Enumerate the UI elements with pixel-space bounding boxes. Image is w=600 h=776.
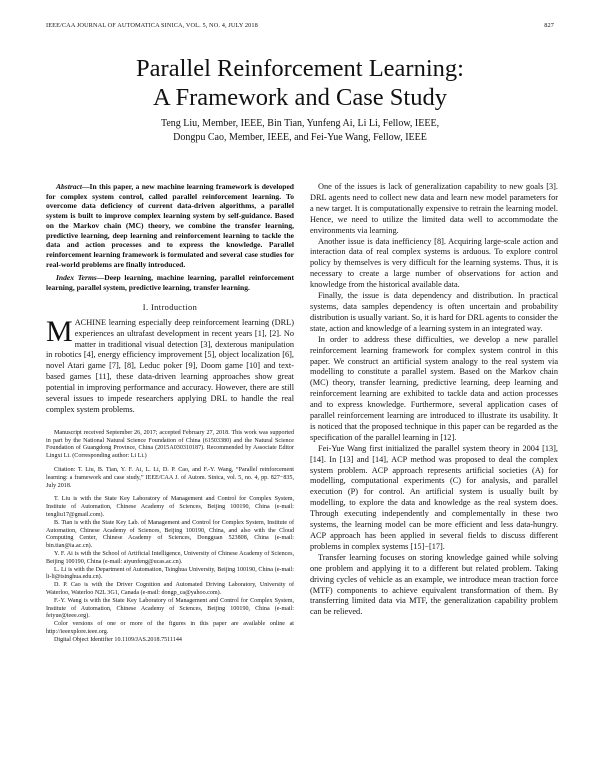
index-terms: [46, 273, 294, 292]
title-line-2: A Framework and Case Study: [153, 84, 447, 111]
author-list: [60, 117, 540, 144]
footnote-affiliation-wang: F.-Y. Wang is with the State Key Laboratory of Management and Control for Complex System, Institute of Automation, Chinese Academy of Sciences, Beijing 100190, China (e-mail: feiyue@ieee.org).: [46, 597, 294, 620]
footnote-affiliation-ai: Y. F. Ai is with the School of Artificial Intelligence, University of Chinese Academy of Sciences, Beijing 100190, China (e-mail: aiyunfeng@ucas.ac.cn).: [46, 551, 294, 565]
paragraph-transfer-learning: Transfer learning focuses on storing knowledge gained while solving one problem and applying it to a different but related problem. Taking driving cycles of vehicle as an example, we introduce mean traction force (MTF) components to achieve equivalent transformation of them. By transferring limited data via MTF, the generalization capability problem can be relieved.: [310, 552, 558, 617]
footnote-manuscript: Manuscript received September 26, 2017; accepted February 27, 2018. This work was supported in part by the National Natural Science Foundation of China (61503380) and the Natural Science Foundation of Guangdong Province, China (2015A030310187). Recommended by Associate Editor Lingxi Li. (Corresponding author: Li Li.): [46, 429, 294, 460]
abstract-text: —In this paper, a new machine learning framework is developed for complex system control, called parallel reinforcement learning. To overcome data deficiency of current data-driven algorithms, a parallel system is built to improve complex learning system by self-guidance. Based on the Markov chain (MC) theory, we combine the transfer learning, predictive learning, deep learning and reinforcement learning to tackle the data and action processes and to express the knowledge. Parallel reinforcement learning framework is formulated and several case studies for real-world problems are finally introduced.: [46, 182, 294, 269]
index-terms-lead: Index Terms: [56, 273, 97, 283]
footnote-affiliation-liu: T. Liu is with the State Key Laboratory of Management and Control for Complex System, Institute of Automation, Chinese Academy of Sciences, Beijing 100190, China (e-mail: tengliu17@gmail.com).: [46, 496, 294, 519]
paragraph-data-dependency: Finally, the issue is data dependency and distribution. In practical systems, data samples dependency is often uncertain and probability distribution is usually variant. So, it is hard for DRL agents to consider the state, action and knowledge of a learning system in an integrated way.: [310, 291, 558, 333]
paper-title: [40, 54, 560, 112]
drop-cap: M: [46, 314, 73, 348]
abstract-lead: Abstract: [56, 182, 82, 191]
paragraph-generalization: One of the issues is lack of generalization capability to new goals [3]. DRL agents need to collect new data and learn new model parameters for a new target. It is computationally expensive to retrain the learning model. Hence, we need to utilize the limited data well to accommodate the environments via learning.: [310, 182, 558, 235]
intro-smallcaps: ACHINE: [74, 317, 107, 327]
journal-header: IEEE/CAA JOURNAL OF AUTOMATICA SINICA, VOL. 5, NO. 4, JULY 2018: [46, 22, 258, 29]
intro-text: learning especially deep reinforcement learning (DRL) experiences an ultrafast development in recent years [1], [2]. No matter in traditional visual detection [3], dexterous manipulation in robotics [4], energy efficiency improvement [5], object localization [6], novel Atari game [7], [8], Leduc poker [9], Doom game [10] and text-based games [11], these data-driven learning approaches show great potential in improving performance and accuracy. However, there are still several issues to impede researchers applying DRL to handle the real complex system problems.: [46, 317, 294, 414]
right-column: [310, 182, 558, 618]
index-terms-text: —Deep learning, machine learning, parallel reinforcement learning, parallel system, predictive learning, transfer learning.: [46, 273, 294, 293]
footnotes: [46, 430, 294, 645]
abstract: [46, 182, 294, 269]
footnote-citation: Citation: T. Liu, B. Tian, Y. F. Ai, L. Li, D. P. Cao, and F.-Y. Wang, “Parallel reinforcement learning: a framework and case study,” IEEE/CAA J. of Autom. Sinica, vol. 5, no. 4, pp. 827−835, July 2018.: [46, 467, 294, 489]
paragraph-framework: In order to address these difficulties, we develop a new parallel reinforcement learning framework for complex system control in this paper. We construct an artificial system analogy to the real system via modelling to constitute a parallel system. Based on the Markov chain (MC) theory, transfer learning, predictive learning, deep learning and reinforcement learning are exhibited to tackle data and action processes and to express knowledge. Furthermore, several application cases of parallel reinforcement learning are introduced to illustrate its usability. It is noticed that the proposed technique in this paper can be regarded as the specification of the parallel learning in [12].: [310, 334, 558, 442]
introduction-paragraph: [46, 314, 294, 416]
paragraph-acp: Fei-Yue Wang first initialized the parallel system theory in 2004 [13], [14]. In [13] and [14], ACP method was proposed to deal the complex system problem. ACP approach represents artificial societies (A) for modelling, computational experiments (C) for analysis, and parallel execution (P) for control. An artificial system is usually built by modelling, to explore the data and knowledge as the real system does. Through executing independently and complementally in these two systems, the learning model can be more efficient and less data-hungry. ACP approach has been applied in several fields to discuss different problems in complex systems [15]−[17].: [310, 443, 558, 551]
authors-line-2: Dongpu Cao, Member, IEEE, and Fei-Yue Wang, Fellow, IEEE: [173, 131, 427, 143]
paragraph-data-inefficiency: Another issue is data inefficiency [8]. Acquiring large-scale action and interaction data of real complex systems is arduous. To explore control policy by themselves is very difficult for the learning systems. Thus, it is necessary to create a large number of observations for action and knowledge from the historical available data.: [310, 236, 558, 290]
page-number: 827: [544, 22, 554, 29]
footnote-color-versions: Color versions of one or more of the figures in this paper are available online at http://ieeexplore.ieee.org.: [46, 621, 294, 636]
title-line-1: Parallel Reinforcement Learning:: [136, 55, 464, 82]
authors-line-1: Teng Liu, Member, IEEE, Bin Tian, Yunfeng Ai, Li Li, Fellow, IEEE,: [160, 118, 440, 129]
left-column: [46, 182, 294, 645]
footnote-affiliation-tian: B. Tian is with the State Key Lab. of Management and Control for Complex System, Institute of Automation, Chinese Academy of Sciences, Beijing 100190, China, and also with the Cloud Computing Center, Chinese Academy of Sciences, Dongguan 523808, China (e-mail: bin.tian@ia.ac.cn).: [46, 519, 294, 550]
footnote-affiliation-li: L. Li is with the Department of Automation, Tsinghua University, Beijing 100190, China (e-mail: li-li@tsinghua.edu.cn).: [46, 566, 294, 581]
running-head: [46, 22, 554, 32]
footnote-affiliation-cao: D. P. Cao is with the Driver Cognition and Automated Driving Laboratory, University of Waterloo, Waterloo N2L 3G1, Canada (e-mail: dongp_ca@yahoo.com).: [46, 582, 294, 597]
footnote-doi: Digital Object Identifier 10.1109/JAS.2018.7511144: [54, 636, 182, 643]
section-heading-introduction: I. Introduction: [142, 302, 198, 312]
